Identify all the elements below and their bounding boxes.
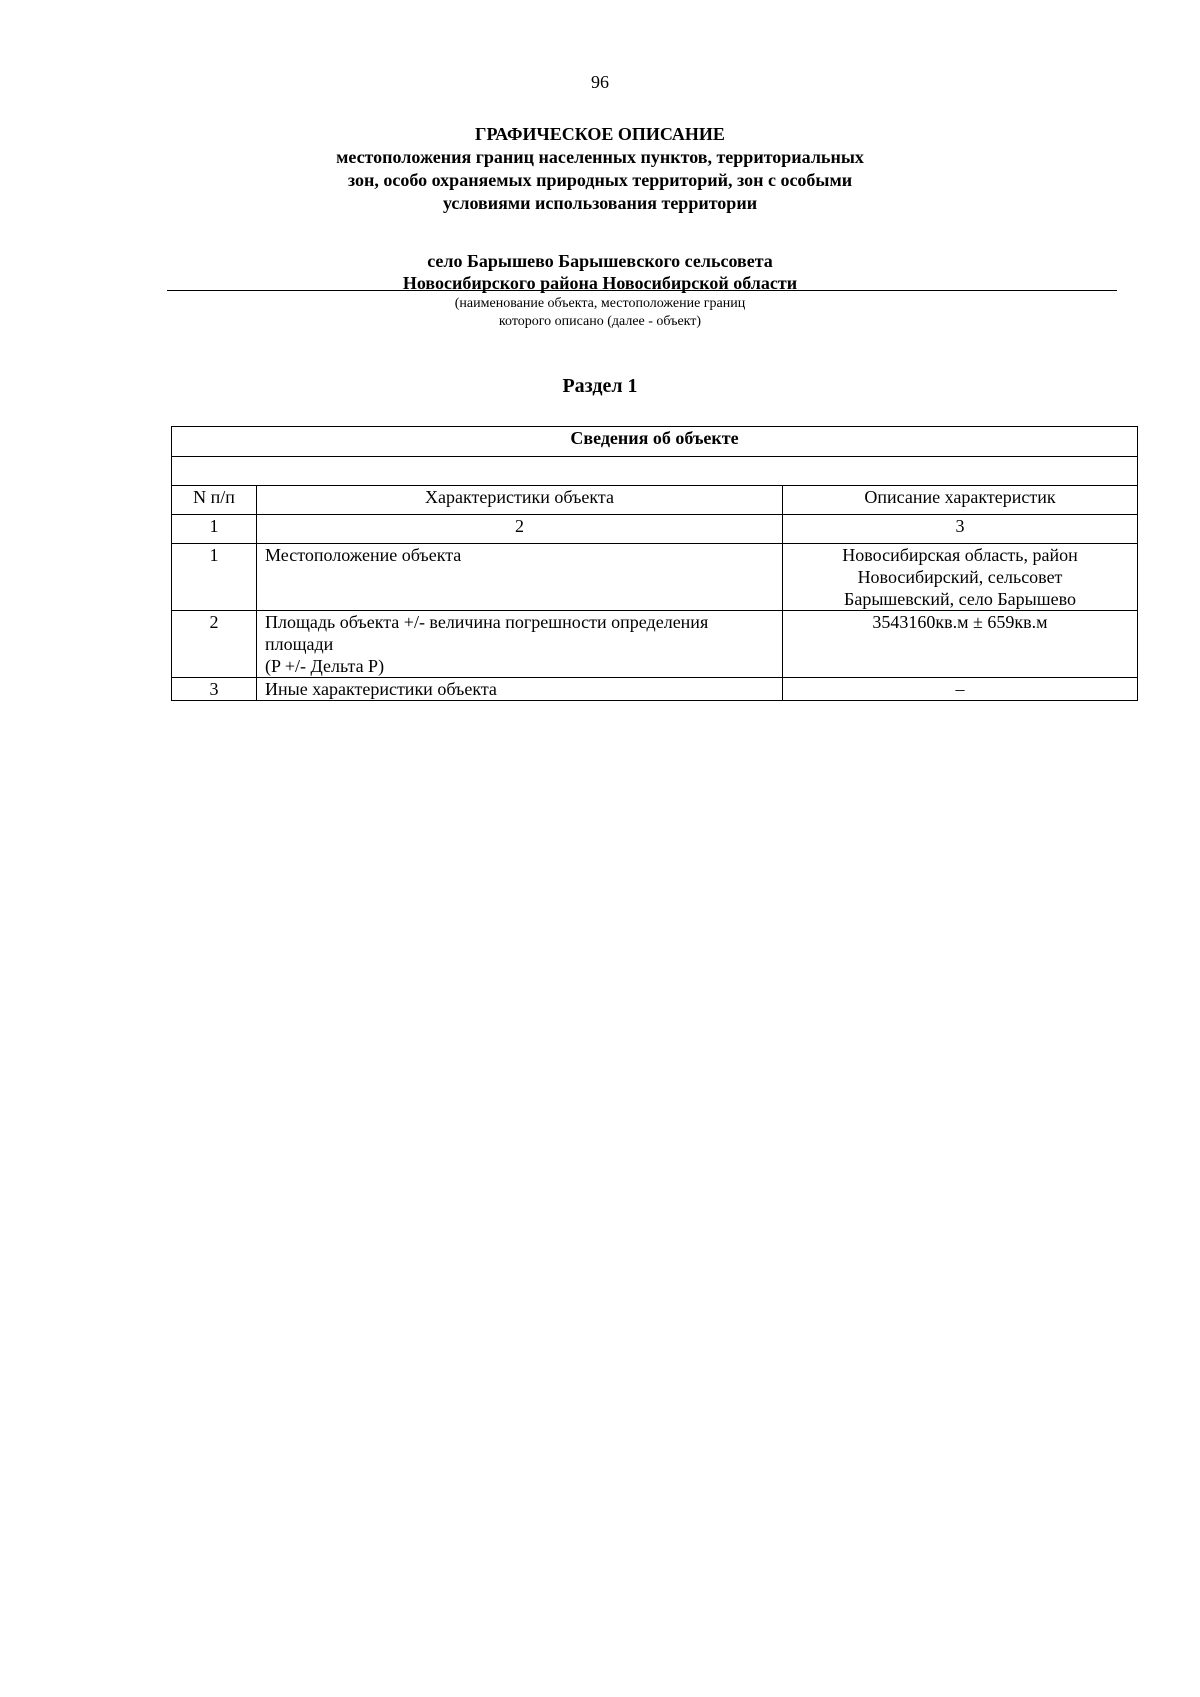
row-description [783, 611, 1138, 678]
row-characteristic [257, 678, 783, 701]
document-title [0, 123, 1200, 215]
description-line: Новосибирская область, район [842, 545, 1078, 565]
description-line: Новосибирский, сельсовет [857, 567, 1063, 587]
title-subtitle-line-1: местоположения границ населенных пунктов, территориальных [336, 147, 864, 167]
object-name-line-2: Новосибирского района Новосибирской области [402, 273, 798, 293]
title-subtitle-line-3: условиями использования территории [442, 193, 758, 213]
column-number-3: 3 [783, 515, 1138, 544]
underline-rule [167, 290, 1117, 291]
column-number-2: 2 [257, 515, 783, 544]
title-subtitle-line-2: зон, особо охраняемых природных территорий, зон с особыми [347, 170, 853, 190]
table-header-row [172, 486, 1138, 515]
row-num: 1 [172, 544, 257, 611]
row-num: 2 [172, 611, 257, 678]
table-blank-row [172, 457, 1138, 486]
table-row [172, 544, 1138, 611]
header-description: Описание характеристик [783, 486, 1138, 515]
description-line: – [955, 679, 965, 699]
table-title: Сведения об объекте [172, 427, 1138, 457]
characteristic-line: Местоположение объекта [265, 545, 462, 565]
table-title-row [172, 427, 1138, 457]
description-line: Барышевский, село Барышево [844, 589, 1076, 609]
page-number: 96 [591, 72, 609, 92]
row-description [783, 678, 1138, 701]
section-heading: Раздел 1 [562, 375, 638, 397]
object-info-table [171, 426, 1138, 701]
row-characteristic [257, 611, 783, 678]
row-num: 3 [172, 678, 257, 701]
characteristic-line: площади [265, 634, 334, 654]
row-characteristic [257, 544, 783, 611]
table-blank-cell [172, 457, 1138, 486]
table-column-number-row [172, 515, 1138, 544]
object-name-line-1: село Барышево Барышевского сельсовета [427, 251, 773, 271]
table-row [172, 611, 1138, 678]
characteristic-line: Площадь объекта +/- величина погрешности определения [265, 612, 709, 632]
header-num: N п/п [172, 486, 257, 515]
characteristic-line: (P +/- Дельта P) [265, 656, 385, 676]
table-row [172, 678, 1138, 701]
header-characteristic: Характеристики объекта [257, 486, 783, 515]
caption-line-1: (наименование объекта, местоположение границ [454, 296, 746, 311]
characteristic-line: Иные характеристики объекта [265, 679, 497, 699]
description-line: 3543160кв.м ± 659кв.м [872, 612, 1048, 632]
object-caption [0, 295, 1200, 331]
column-number-1: 1 [172, 515, 257, 544]
caption-line-2: которого описано (далее - объект) [498, 314, 702, 329]
title-main: ГРАФИЧЕСКОЕ ОПИСАНИЕ [475, 124, 725, 144]
object-name [0, 250, 1200, 294]
row-description [783, 544, 1138, 611]
